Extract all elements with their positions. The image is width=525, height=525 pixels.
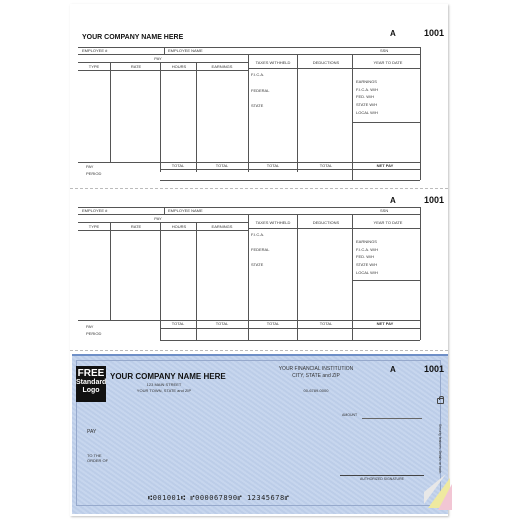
stub1-type-label: TYPE [88,64,100,69]
stub2-total-hours: TOTAL [171,321,185,326]
stub1-employee-no-label: EMPLOYEE # [82,48,108,53]
pay-label: PAY [87,429,97,435]
stub2-fica-label: F.I.C.A. [251,232,265,237]
stub1-ytd-label: YEAR TO DATE [373,60,403,65]
logo-line-2: Standard [76,379,107,386]
check-letter: A [390,365,396,374]
bank-name: YOUR FINANCIAL INSTITUTION [278,366,354,372]
signature-line[interactable] [340,475,424,476]
stub1-employee-name-label: EMPLOYEE NAME [168,48,203,53]
stub1-total-deductions: TOTAL [319,163,333,168]
stub1-total-hours: TOTAL [171,163,185,168]
stub2-earnings-label: EARNINGS [211,224,233,229]
stub2-pay-period-line2: PERIOD [86,331,102,336]
stub1-taxes-withheld-label: TAXES WITHHELD [255,60,291,65]
stub1-company-name: YOUR COMPANY NAME HERE [82,34,184,41]
check-number: 1001 [424,364,445,374]
stub2-ytd-item: LOCAL W/H [356,270,378,275]
stub2-total-deductions: TOTAL [319,321,333,326]
signature-label: AUTHORIZED SIGNATURE [360,477,404,481]
stub2-employee-no-label: EMPLOYEE # [82,208,108,213]
micr-line: ⑆001001⑆ ⑈000067890⑈ 12345678⑈ [148,494,290,502]
bank-city: CITY, STATE and ZIP [292,373,340,379]
stub1-total-taxes: TOTAL [266,163,280,168]
stub2-ytd-label: YEAR TO DATE [373,220,403,225]
stub1-ytd-item: EARNINGS [356,79,377,84]
check-border [76,360,441,506]
stub2-net-pay: NET PAY [376,321,394,326]
stub2-ytd-item: EARNINGS [356,239,377,244]
stub1-pay-period-line1: PAY [86,164,94,169]
routing-fraction: 00-6789-0000 [303,388,329,393]
stub2-rate-label: RATE [130,224,142,229]
stub2-total-earnings: TOTAL [215,321,229,326]
stub2-total-taxes: TOTAL [266,321,280,326]
stub2-pay-period-line1: PAY [86,324,94,329]
stub2-federal-label: FEDERAL [251,247,270,252]
security-note: Security features. Details on back. [438,424,442,475]
stub2-state-label: STATE [251,262,264,267]
stub2-ytd-item: F.I.C.A. W/H [356,247,378,252]
to-the-label: TO THE [87,453,102,458]
perforation-line-1 [70,188,448,189]
stub1-deductions-label: DEDUCTIONS [312,60,340,65]
stub2-letter: A [390,196,396,205]
perforation-line-2 [70,350,448,351]
stub1-check-number: 1001 [424,28,445,38]
amount-label: AMOUNT [342,413,358,417]
stub1-pay-period-line2: PERIOD [86,171,102,176]
stub1-ytd-item: STATE W/H [356,102,378,107]
stub1-state-label: STATE [251,103,264,108]
check-company-street: 123 MAIN STREET [146,382,182,387]
lock-icon [437,398,444,404]
stub2-type-label: TYPE [88,224,100,229]
stub2-deductions-label: DEDUCTIONS [312,220,340,225]
amount-box-line [362,418,422,419]
stub1-fica-label: F.I.C.A. [251,72,265,77]
stub1-ytd-item: FED. W/H [356,94,374,99]
stub2-employee-name-label: EMPLOYEE NAME [168,208,203,213]
stub1-ssn-label: SSN [380,48,389,53]
stub1-pay-label: PAY [154,56,162,61]
logo-line-3: Logo [82,387,100,394]
check-company-name: YOUR COMPANY NAME HERE [110,372,226,381]
order-of-label: ORDER OF [87,458,109,463]
logo-placeholder [76,366,106,402]
stub1-earnings-label: EARNINGS [211,64,233,69]
check-company-city: YOUR TOWN, STATE and ZIP [136,388,192,393]
stub1-total-earnings: TOTAL [215,163,229,168]
stub1-letter: A [390,29,396,38]
stub2-taxes-withheld-label: TAXES WITHHELD [255,220,291,225]
stub2-hours-label: HOURS [171,224,187,229]
stub1-federal-label: FEDERAL [251,88,270,93]
stub2-ssn-label: SSN [380,208,389,213]
stub2-pay-label: PAY [154,216,162,221]
stub1-ytd-item: LOCAL W/H [356,110,378,115]
stub1-rate-label: RATE [130,64,142,69]
stub2-ytd-item: STATE W/H [356,262,378,267]
stub2-check-number: 1001 [424,195,445,205]
logo-line-1: FREE [77,368,105,379]
stub1-hours-label: HOURS [171,64,187,69]
stub1-net-pay: NET PAY [376,163,394,168]
stub2-ytd-item: FED. W/H [356,254,374,259]
stub1-ytd-item: F.I.C.A. W/H [356,87,378,92]
